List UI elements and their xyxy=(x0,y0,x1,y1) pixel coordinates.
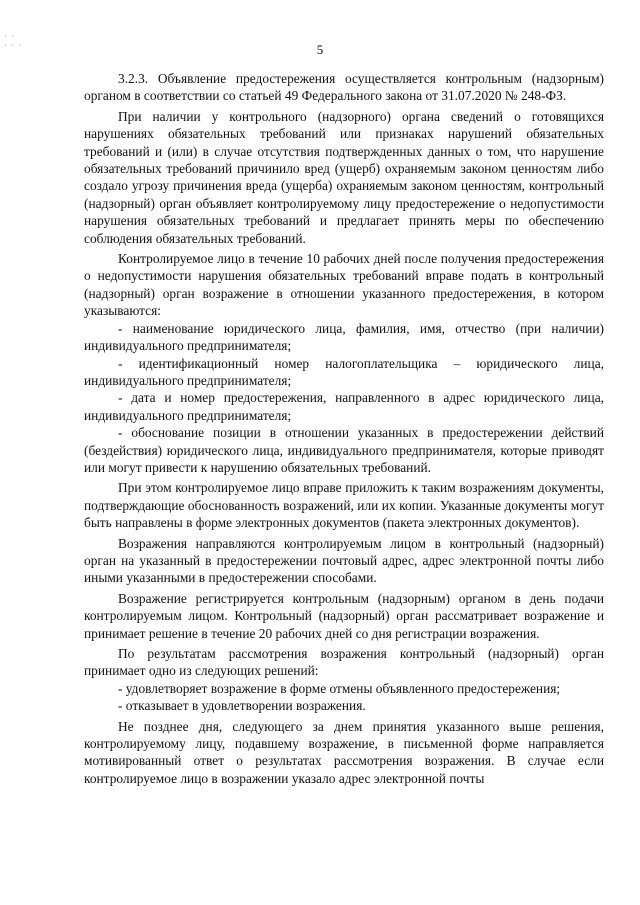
document-body xyxy=(84,70,604,787)
paragraph-objection-delivery: Возражения направляются контролируемым лицом в контрольный (надзорный) орган на указанный в предостережении почтовый адрес, адрес электронной почты либо иными указанными в предостережении способами. xyxy=(84,535,604,586)
list-item-satisfy: - удовлетворяет возражение в форме отмены объявленного предостережения; xyxy=(118,680,561,696)
list-item-name: - наименование юридического лица, фамилия, имя, отчество (при наличии) индивидуального предпринимателя; xyxy=(84,320,604,354)
page-number: 5 xyxy=(316,42,324,57)
scan-artifact: · · · · · xyxy=(4,31,23,50)
list-item-justification: - обоснование позиции в отношении указанных в предостережении действий (бездействия) юридического лица, индивидуального предпринимателя, которые приводят или могут привести к нарушению обязательных требований. xyxy=(84,425,604,475)
paragraph-decisions: По результатам рассмотрения возражения контрольный (надзорный) орган принимает одно из следующих решений: xyxy=(84,646,604,679)
paragraph-response: Не позднее дня, следующего за днем принятия указанного выше решения, контролируемому лицу, подавшему возражение, в письменной форме направляется мотивированный ответ о результатах рассмотрения возражения. В случае если контролируемое лицо в возражении указало адрес электронной почты xyxy=(84,718,604,786)
list-item-date-number: - дата и номер предостережения, направленного в адрес юридического лица, индивидуального предпринимателя; xyxy=(84,390,604,423)
paragraph-registration: Возражение регистрируется контрольным (надзорным) органом в день подачи контролируемым лицом. Контрольный (надзорный) орган рассматривает возражение и принимает решение в течение 20 рабочих дней со дня регистрации возражения. xyxy=(84,590,604,641)
paragraph-attachments: При этом контролируемое лицо вправе приложить к таким возражениям документы, подтверждающие обоснованность возражений, или их копии. Указанные документы могут быть направлены в форме электронных документов (пакета электронных документов). xyxy=(84,480,604,531)
list-item-refuse: - отказывает в удовлетворении возражения. xyxy=(118,698,366,714)
paragraph-objection-right: Контролируемое лицо в течение 10 рабочих дней после получения предостережения о недопустимости нарушения обязательных требований вправе подать в контрольный (надзорный) орган возражение в отношении указанного предостережения, в котором указываются: xyxy=(84,251,604,319)
paragraph-3-2-3: 3.2.3. Объявление предостережения осуществляется контрольным (надзорным) органом в соответствии со статьей 49 Федерального закона от 31.07.2020 № 248-ФЗ. xyxy=(84,71,604,104)
paragraph-grounds-for-warning: При наличии у контрольного (надзорного) органа сведений о готовящихся нарушениях обязательных требований или признаках нарушений обязательных требований и (или) в случае отсутствия подтвержденных данных о том, что нарушение обязательных требований причинило вред (ущерб) охраняемым законом ценностям либо создало угрозу причинения вреда (ущерба) охраняемым законом ценностям, контрольный (надзорный) орган объявляет контролируемому лицу предостережение о недопустимости нарушения обязательных требований и предлагает принять меры по обеспечению соблюдения обязательных требований. xyxy=(84,108,604,246)
list-item-inn: - идентификационный номер налогоплательщика – юридического лица, индивидуального предпринимателя; xyxy=(84,355,604,388)
